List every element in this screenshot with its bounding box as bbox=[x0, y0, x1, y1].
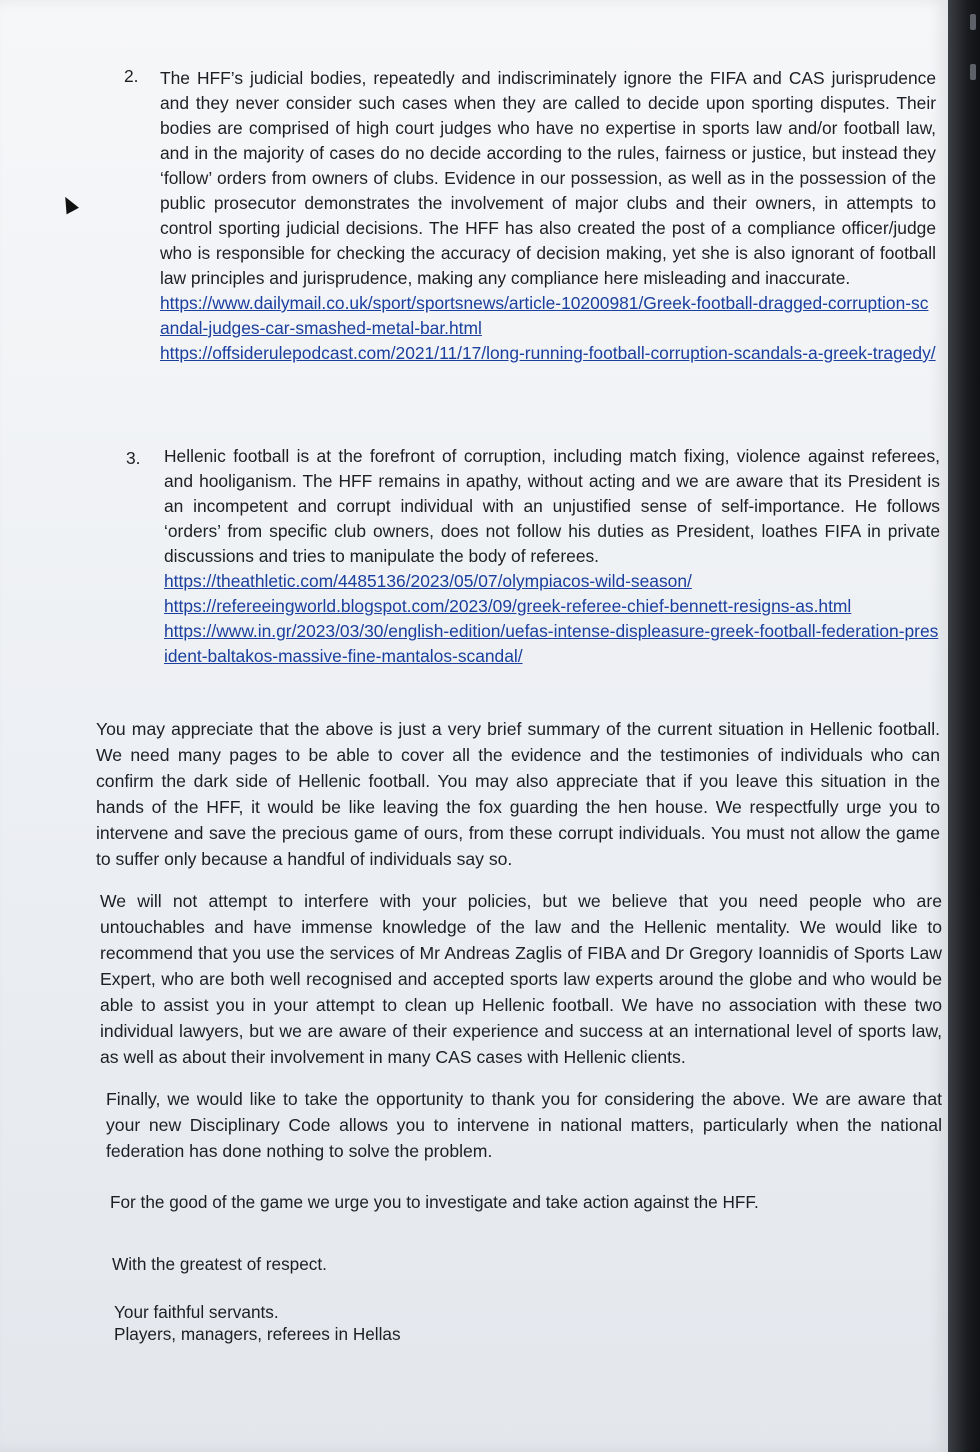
item-number: 3. bbox=[126, 448, 141, 468]
article-link[interactable]: https://www.in.gr/2023/03/30/english-edition/uefas-intense-displeasure-greek-football-federation-president-baltakos-massive-fine-mantalos-scandal/ bbox=[164, 621, 939, 666]
mouse-pointer-icon bbox=[59, 194, 79, 215]
item-number: 2. bbox=[124, 66, 139, 86]
bezel-mark bbox=[970, 64, 976, 80]
signature: Players, managers, referees in Hellas bbox=[114, 1324, 401, 1344]
numbered-item-2 bbox=[160, 66, 936, 366]
numbered-item-3 bbox=[164, 444, 940, 669]
article-link[interactable]: https://www.dailymail.co.uk/sport/sportsnews/article-10200981/Greek-football-dragged-corruption-scandal-judges-car-smashed-metal-bar.html bbox=[160, 293, 929, 338]
closing-respect: With the greatest of respect. bbox=[112, 1254, 327, 1274]
article-link[interactable]: https://refereeingworld.blogspot.com/2023/09/greek-referee-chief-bennett-resigns-as.html bbox=[164, 596, 852, 616]
closing-urge: For the good of the game we urge you to investigate and take action against the HFF. bbox=[110, 1192, 759, 1212]
article-link[interactable]: https://offsiderulepodcast.com/2021/11/17/long-running-football-corruption-scandals-a-greek-tragedy/ bbox=[160, 343, 936, 363]
item-text: Hellenic football is at the forefront of corruption, including match fixing, violence against referees, and hooliganism. The HFF remains in apathy, without acting and we are aware that its President is an incompetent and corrupt individual with an unjustified sense of self-importance. He follows ‘orders’ from specific club owners, does not follow his duties as President, loathes FIFA in private discussions and tries to manipulate the body of referees. bbox=[164, 446, 940, 566]
monitor-bezel bbox=[948, 0, 980, 1452]
bezel-mark bbox=[970, 14, 976, 30]
body-paragraph: You may appreciate that the above is just a very brief summary of the current situation in Hellenic football. We need many pages to be able to cover all the evidence and the testimonies of individuals who can confirm the dark side of Hellenic football. You may also appreciate that if you leave this situation in the hands of the HFF, it would be like leaving the fox guarding the hen house. We respectfully urge you to intervene and save the precious game of ours, from these corrupt individuals. You must not allow the game to suffer only because a handful of individuals say so. bbox=[96, 719, 940, 869]
item-text: The HFF’s judicial bodies, repeatedly and indiscriminately ignore the FIFA and CAS jurisprudence and they never consider such cases when they are called to decide upon sporting disputes. Their bodies are comprised of high court judges who have no expertise in sports law and/or football law, and in the majority of cases do no decide according to the rules, fairness or justice, but instead they ‘follow’ orders from owners of clubs. Evidence in our possession, as well as in the possession of the public prosecutor demonstrates the involvement of major clubs and their owners, in attempts to control sporting judicial decisions. The HFF has also created the post of a compliance officer/judge who is responsible for checking the accuracy of decision making, yet she is also ignorant of football law principles and jurisprudence, making any compliance here misleading and inaccurate. bbox=[160, 68, 936, 288]
closing-signoff: Your faithful servants. bbox=[114, 1302, 279, 1322]
body-paragraph: We will not attempt to interfere with your policies, but we believe that you need people who are untouchables and have immense knowledge of the law and the Hellenic mentality. We would like to recommend that you use the services of Mr Andreas Zaglis of FIBA and Dr Gregory Ioannidis of Sports Law Expert, who are both well recognised and accepted sports law experts around the globe and who would be able to assist you in your attempt to clean up Hellenic football. We have no association with these two individual lawyers, but we are aware of their experience and success at an international level of sports law, as well as about their involvement in many CAS cases with Hellenic clients. bbox=[100, 891, 942, 1067]
body-paragraph: Finally, we would like to take the opportunity to thank you for considering the above. We are aware that your new Disciplinary Code allows you to intervene in national matters, particularly when the national federation has done nothing to solve the problem. bbox=[106, 1089, 942, 1161]
article-link[interactable]: https://theathletic.com/4485136/2023/05/07/olympiacos-wild-season/ bbox=[164, 571, 692, 591]
